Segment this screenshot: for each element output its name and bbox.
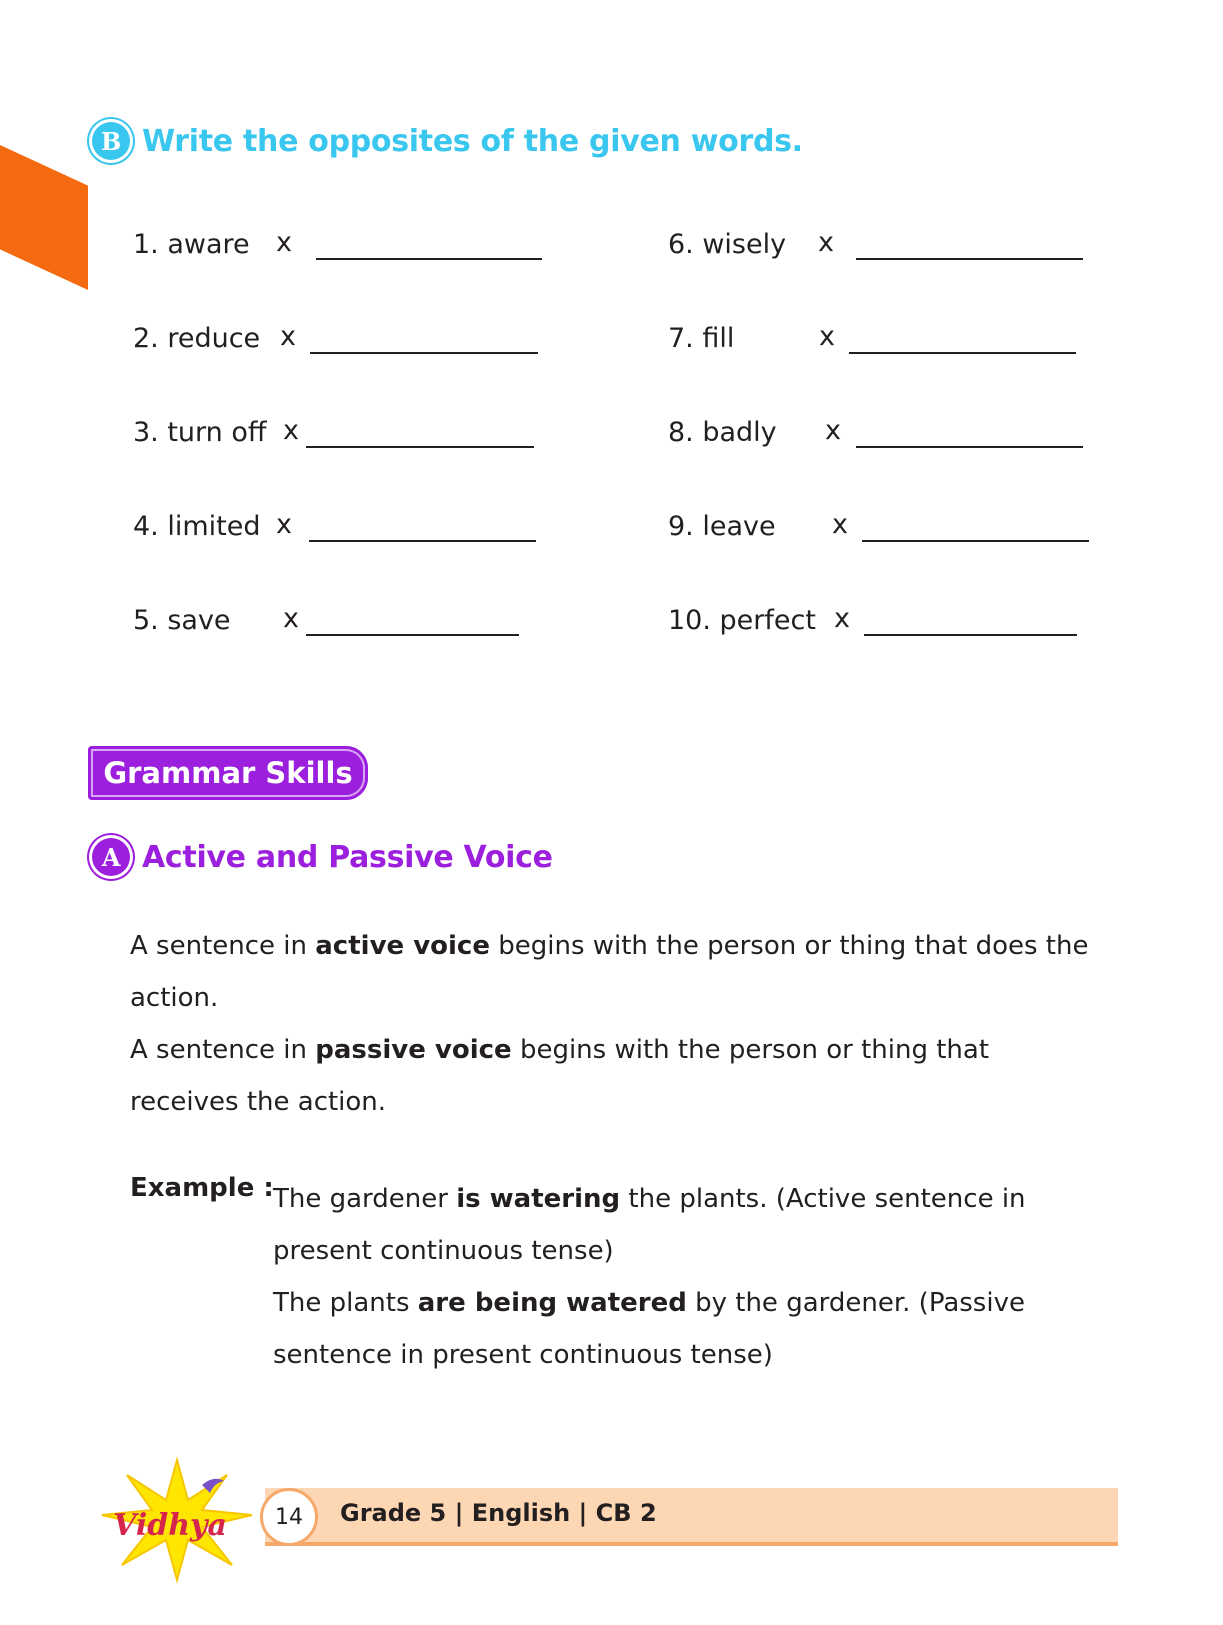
logo-text: Vidhya (113, 1508, 227, 1543)
opposite-item-9 (668, 506, 1098, 542)
answer-blank[interactable] (856, 446, 1083, 448)
answer-blank[interactable] (306, 446, 534, 448)
example-label: Example : (130, 1173, 274, 1203)
opposite-word: 4. limited (133, 511, 261, 542)
grammar-skills-label: Grammar Skills (88, 746, 368, 800)
opposite-item-6 (668, 224, 1098, 260)
definition-text: begins with the person or thing that receives the action. (130, 1035, 990, 1117)
section-b-title: Write the opposites of the given words. (142, 123, 803, 159)
example-text: The plants (273, 1288, 418, 1318)
opposite-word: 8. badly (668, 417, 777, 448)
answer-blank[interactable] (316, 258, 542, 260)
opposite-item-10 (668, 600, 1098, 636)
opposite-x: x (283, 603, 299, 634)
definition-text: A sentence in (130, 931, 316, 961)
opposite-x: x (825, 415, 841, 446)
opposite-item-7 (668, 318, 1098, 354)
example-sentences (273, 1173, 1073, 1381)
opposite-x: x (832, 509, 848, 540)
opposite-x: x (834, 603, 850, 634)
passive-voice-definition (130, 1024, 1090, 1128)
opposite-item-4 (133, 506, 543, 542)
opposite-x: x (283, 415, 299, 446)
orange-corner-tab (0, 145, 88, 290)
section-a-title: Active and Passive Voice (142, 839, 553, 875)
opposite-word: 2. reduce (133, 323, 261, 354)
example-active-sentence (273, 1173, 1073, 1277)
example-passive-sentence (273, 1277, 1073, 1381)
section-b-heading (92, 122, 803, 160)
answer-blank[interactable] (862, 540, 1089, 542)
example-text: by the gardener. (Passive sentence in present continuous tense) (273, 1288, 1025, 1370)
definition-text: A sentence in (130, 1035, 316, 1065)
opposite-x: x (818, 227, 834, 258)
example-verb: is watering (456, 1184, 621, 1214)
opposite-word: 6. wisely (668, 229, 787, 260)
answer-blank[interactable] (310, 352, 538, 354)
answer-blank[interactable] (864, 634, 1077, 636)
opposite-item-3 (133, 412, 543, 448)
answer-blank[interactable] (856, 258, 1083, 260)
example-verb: are being watered (417, 1288, 687, 1318)
opposite-item-2 (133, 318, 543, 354)
definition-term: passive voice (315, 1035, 512, 1065)
vidhya-logo (92, 1455, 262, 1585)
section-b-badge: B (92, 122, 130, 160)
example-text: the plants. (Active sentence in present continuous tense) (273, 1184, 1026, 1266)
opposite-x: x (276, 227, 292, 258)
example-text: The gardener (273, 1184, 457, 1214)
opposite-x: x (276, 509, 292, 540)
footer-text: Grade 5 | English | CB 2 (340, 1499, 657, 1527)
definition-text: begins with the person or thing that does the action. (130, 931, 1089, 1013)
opposite-x: x (819, 321, 835, 352)
answer-blank[interactable] (306, 634, 519, 636)
opposite-item-8 (668, 412, 1098, 448)
opposite-x: x (280, 321, 296, 352)
definition-term: active voice (315, 931, 490, 961)
opposite-item-5 (133, 600, 543, 636)
section-a-heading (92, 838, 553, 876)
answer-blank[interactable] (849, 352, 1076, 354)
opposite-word: 5. save (133, 605, 231, 636)
answer-blank[interactable] (309, 540, 536, 542)
opposite-word: 7. fill (668, 323, 735, 354)
opposite-item-1 (133, 224, 543, 260)
page-number: 14 (260, 1488, 318, 1546)
opposite-word: 1. aware (133, 229, 250, 260)
opposite-word: 10. perfect (668, 605, 816, 636)
opposite-word: 3. turn off (133, 417, 267, 448)
section-a-badge: A (92, 838, 130, 876)
active-voice-definition (130, 920, 1090, 1024)
opposite-word: 9. leave (668, 511, 776, 542)
